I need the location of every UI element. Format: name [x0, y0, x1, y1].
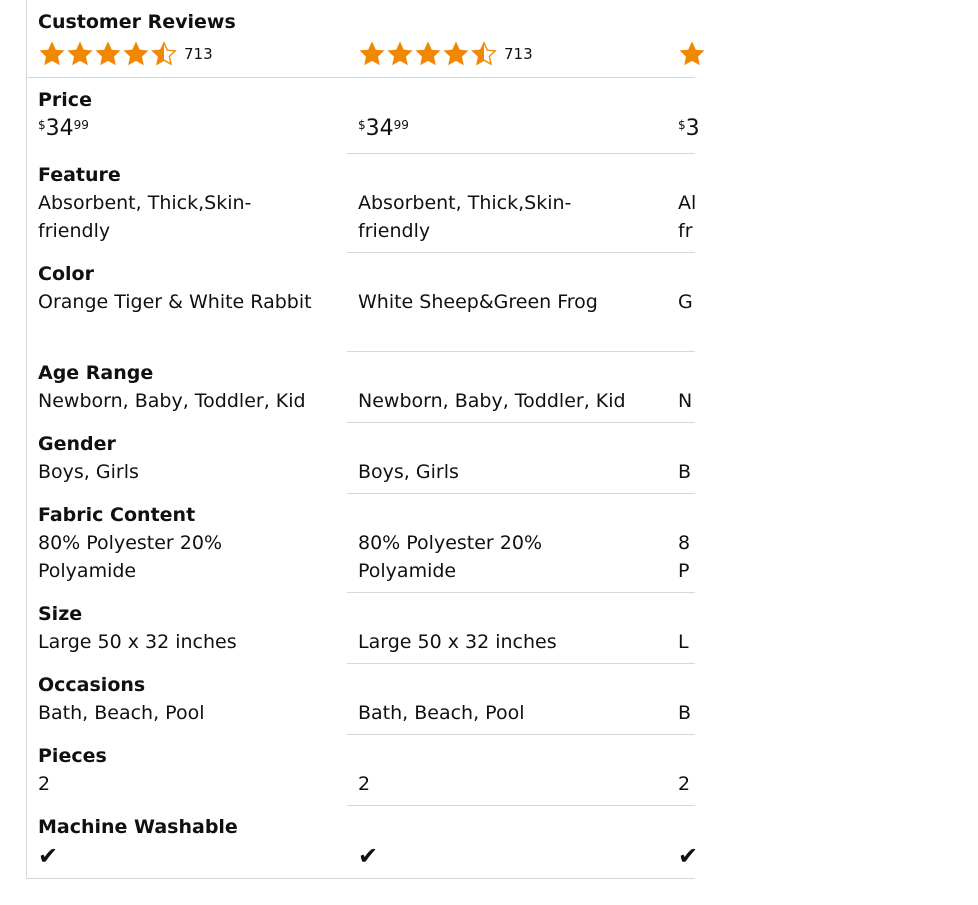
gender-label: Gender: [38, 433, 116, 455]
divider: [347, 351, 695, 352]
feature-value: Absorbent, Thick,Skin- friendly: [38, 192, 252, 242]
gender-value: Boys, Girls: [358, 461, 459, 483]
price: $^{\$}34^{99}$: [38, 116, 89, 141]
size-label: Size: [38, 603, 83, 625]
occasions-value: Bath, Beach, Pool: [358, 702, 525, 724]
review-count[interactable]: 713: [504, 45, 533, 63]
star-icon: [386, 40, 414, 68]
divider: [347, 663, 695, 664]
price-label: Price: [38, 89, 92, 111]
color-label: Color: [38, 263, 94, 285]
feature-value: Al fr: [678, 192, 697, 242]
size-value: L: [678, 631, 689, 653]
age-range-value: N: [678, 390, 693, 412]
fabric-content-value: 80% Polyester 20% Polyamide: [38, 532, 223, 582]
color-value: White Sheep&Green Frog: [358, 291, 598, 313]
divider: [347, 153, 695, 154]
machine-washable-label: Machine Washable: [38, 816, 238, 838]
pieces-value: 2: [38, 773, 51, 795]
gender-value: Boys, Girls: [38, 461, 139, 483]
comparison-table: [26, 0, 700, 879]
occasions-label: Occasions: [38, 674, 146, 696]
size-value: Large 50 x 32 inches: [358, 631, 557, 653]
price: $3: [678, 116, 700, 141]
checkmark-icon: ✔: [678, 842, 699, 870]
fabric-content-value: 8 P: [678, 532, 691, 582]
star-icon: [66, 40, 94, 68]
divider: [347, 592, 695, 593]
gender-value: B: [678, 461, 692, 483]
rating-stars[interactable]: [358, 40, 533, 68]
occasions-value: B: [678, 702, 692, 724]
size-value: Large 50 x 32 inches: [38, 631, 237, 653]
age-range-label: Age Range: [38, 362, 154, 384]
fabric-content-value: 80% Polyester 20% Polyamide: [358, 532, 543, 582]
color-value: Orange Tiger & White Rabbit: [38, 291, 312, 313]
color-value: G: [678, 291, 693, 313]
star-icon: [94, 40, 122, 68]
checkmark-icon: ✔: [358, 842, 379, 870]
star-icon: [678, 40, 706, 68]
pieces-value: 2: [678, 773, 691, 795]
divider: [347, 252, 695, 253]
fabric-content-label: Fabric Content: [38, 504, 196, 526]
star-icon: [442, 40, 470, 68]
star-icon: [38, 40, 66, 68]
feature-value: Absorbent, Thick,Skin- friendly: [358, 192, 572, 242]
divider: [347, 805, 695, 806]
pieces-value: 2: [358, 773, 371, 795]
checkmark-icon: ✔: [38, 842, 59, 870]
review-count[interactable]: 713: [184, 45, 213, 63]
star-icon: [358, 40, 386, 68]
divider: [347, 493, 695, 494]
divider: [27, 77, 695, 78]
divider: [347, 422, 695, 423]
customer-reviews-heading: Customer Reviews: [38, 11, 236, 33]
age-range-value: Newborn, Baby, Toddler, Kid: [358, 390, 626, 412]
price: $^{\$}34^{99}$: [358, 116, 409, 141]
divider: [347, 734, 695, 735]
feature-label: Feature: [38, 164, 121, 186]
star-icon: [414, 40, 442, 68]
half-star-icon: [150, 40, 178, 68]
half-star-icon: [470, 40, 498, 68]
rating-stars[interactable]: [678, 40, 706, 68]
pieces-label: Pieces: [38, 745, 107, 767]
rating-stars[interactable]: [38, 40, 213, 68]
star-icon: [122, 40, 150, 68]
age-range-value: Newborn, Baby, Toddler, Kid: [38, 390, 306, 412]
occasions-value: Bath, Beach, Pool: [38, 702, 205, 724]
